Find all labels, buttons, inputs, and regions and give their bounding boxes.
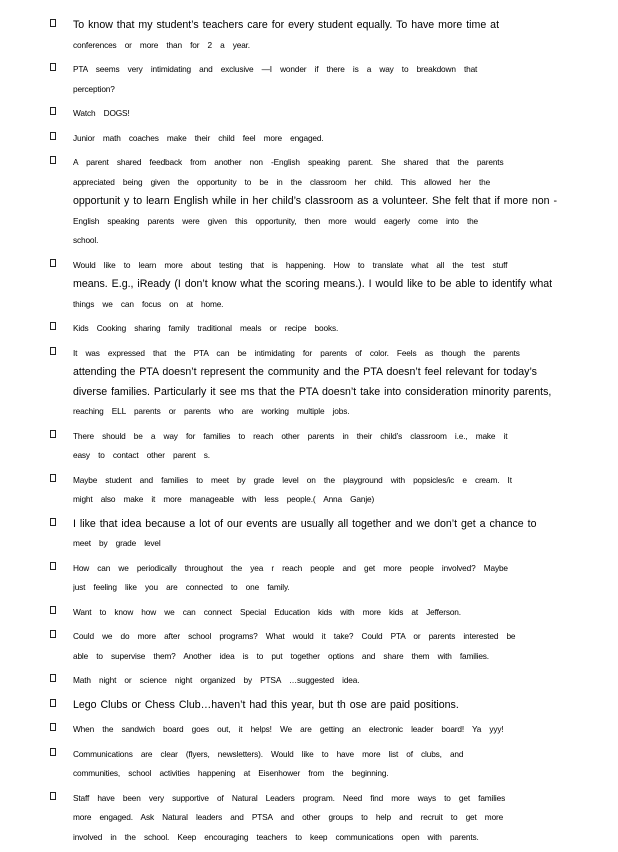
bullet-marker-icon: [50, 674, 56, 682]
list-item: [44, 427, 584, 466]
list-item: [44, 789, 584, 848]
text-line: diverse families. Particularly it see ms that the PTA doesn’t take into consideration minority parents,: [73, 385, 552, 398]
text-line: Math night or science night organized by PTSA …suggested idea.: [73, 675, 360, 685]
list-item: [44, 104, 584, 124]
text-line: opportunit y to learn English while in her child’s classroom as a volunteer. She felt that if more non -: [73, 195, 557, 207]
bullet-marker-icon: [50, 792, 56, 800]
text-line: To know that my student’s teachers care for every student equally. To have more time at: [73, 19, 500, 31]
text-line: perception?: [73, 83, 115, 94]
bullet-marker-icon: [50, 630, 56, 638]
list-item: [44, 559, 584, 598]
text-line: When the sandwich board goes out, it helps! We are getting an electronic leader board! Ya yyy!: [73, 724, 504, 734]
text-line: Lego Clubs or Chess Club…haven’t had this year, but th ose are paid positions.: [73, 698, 459, 711]
list-item: [44, 627, 584, 666]
text-line: appreciated being given the opportunity to be in the classroom her child. This allowed her the: [73, 176, 491, 187]
bullet-marker-icon: [50, 748, 56, 756]
list-item: [44, 515, 584, 554]
text-line: A parent shared feedback from another non -English speaking parent. She shared that the parents: [73, 157, 504, 167]
list-item: [44, 471, 584, 510]
list-item: [44, 256, 584, 315]
text-line: might also make it more manageable with less people.( Anna Ganje): [73, 494, 375, 504]
list-item: [44, 129, 584, 149]
text-line: Kids Cooking sharing family traditional meals or recipe books.: [73, 323, 339, 333]
list-item: [44, 720, 584, 740]
bullet-marker-icon: [50, 156, 56, 164]
list-item: [44, 671, 584, 691]
text-line: How can we periodically throughout the yea r reach people and get more people involved? Maybe: [73, 562, 508, 573]
bullet-marker-icon: [50, 347, 56, 355]
text-line: There should be a way for families to reach other parents in their child’s classroom i.e., make it: [73, 430, 508, 441]
text-line: It was expressed that the PTA can be intimidating for parents of color. Feels as though the parents: [73, 347, 520, 358]
list-item: [44, 319, 584, 339]
text-line: Staff have been very supportive of Natural Leaders program. Need find more ways to get families: [73, 792, 506, 803]
list-item: [44, 60, 584, 99]
list-item: [44, 344, 584, 422]
text-line: I like that idea because a lot of our events are usually all together and we don’t get a chance to: [73, 517, 537, 530]
text-line: conferences or more than for 2 a year.: [73, 39, 250, 50]
text-line: Could we do more after school programs? What would it take? Could PTA or parents interested be: [73, 631, 516, 641]
text-line: Junior math coaches make their child feel more engaged.: [73, 132, 324, 143]
bullet-marker-icon: [50, 723, 56, 731]
text-line: able to supervise them? Another idea is to put together options and share them with families.: [73, 650, 489, 661]
text-line: things we can focus on at home.: [73, 298, 224, 309]
bullet-marker-icon: [50, 430, 56, 438]
text-line: school.: [73, 235, 99, 245]
bullet-marker-icon: [50, 107, 56, 115]
bullet-marker-icon: [50, 474, 56, 482]
bullet-marker-icon: [50, 132, 56, 140]
bullet-marker-icon: [50, 19, 56, 27]
list-item: [44, 603, 584, 623]
bullet-marker-icon: [50, 606, 56, 614]
bullet-marker-icon: [50, 518, 56, 526]
text-line: PTA seems very intimidating and exclusive —I wonder if there is a way to breakdown that: [73, 64, 478, 74]
text-line: Maybe student and families to meet by grade level on the playground with popsicles/ic e cream. It: [73, 474, 512, 485]
text-line: more engaged. Ask Natural leaders and PTSA and other groups to help and recruit to get more: [73, 812, 504, 822]
text-line: involved in the school. Keep encouraging teachers to keep communications open with parents.: [73, 831, 479, 842]
bullet-marker-icon: [50, 699, 56, 707]
text-line: Would like to learn more about testing that is happening. How to translate what all the test stuff: [73, 259, 508, 270]
bullet-marker-icon: [50, 562, 56, 570]
text-line: Want to know how we can connect Special Education kids with more kids at Jefferson.: [73, 606, 461, 617]
bullet-marker-icon: [50, 63, 56, 71]
text-line: English speaking parents were given this opportunity, then more would eagerly come into the: [73, 215, 479, 226]
list-item: [44, 696, 584, 716]
list-item: [44, 153, 584, 251]
text-line: meet by grade level: [73, 538, 161, 548]
bullet-list: [44, 16, 584, 852]
list-item: [44, 745, 584, 784]
bullet-marker-icon: [50, 259, 56, 267]
bullet-marker-icon: [50, 322, 56, 330]
text-line: means. E.g., iReady (I don’t know what the scoring means.). I would like to be able to identify what: [73, 278, 553, 290]
text-line: reaching ELL parents or parents who are working multiple jobs.: [73, 406, 350, 416]
text-line: attending the PTA doesn’t represent the community and the PTA doesn’t feel relevant for today’s: [73, 366, 537, 378]
text-line: just feeling like you are connected to one family.: [73, 582, 290, 592]
text-line: communities, school activities happening at Eisenhower from the beginning.: [73, 768, 389, 778]
text-line: easy to contact other parent s.: [73, 450, 210, 460]
list-item: [44, 16, 584, 55]
text-line: Communications are clear (flyers, newsletters). Would like to have more list of clubs, and: [73, 748, 464, 759]
text-line: Watch DOGS!: [73, 108, 130, 118]
